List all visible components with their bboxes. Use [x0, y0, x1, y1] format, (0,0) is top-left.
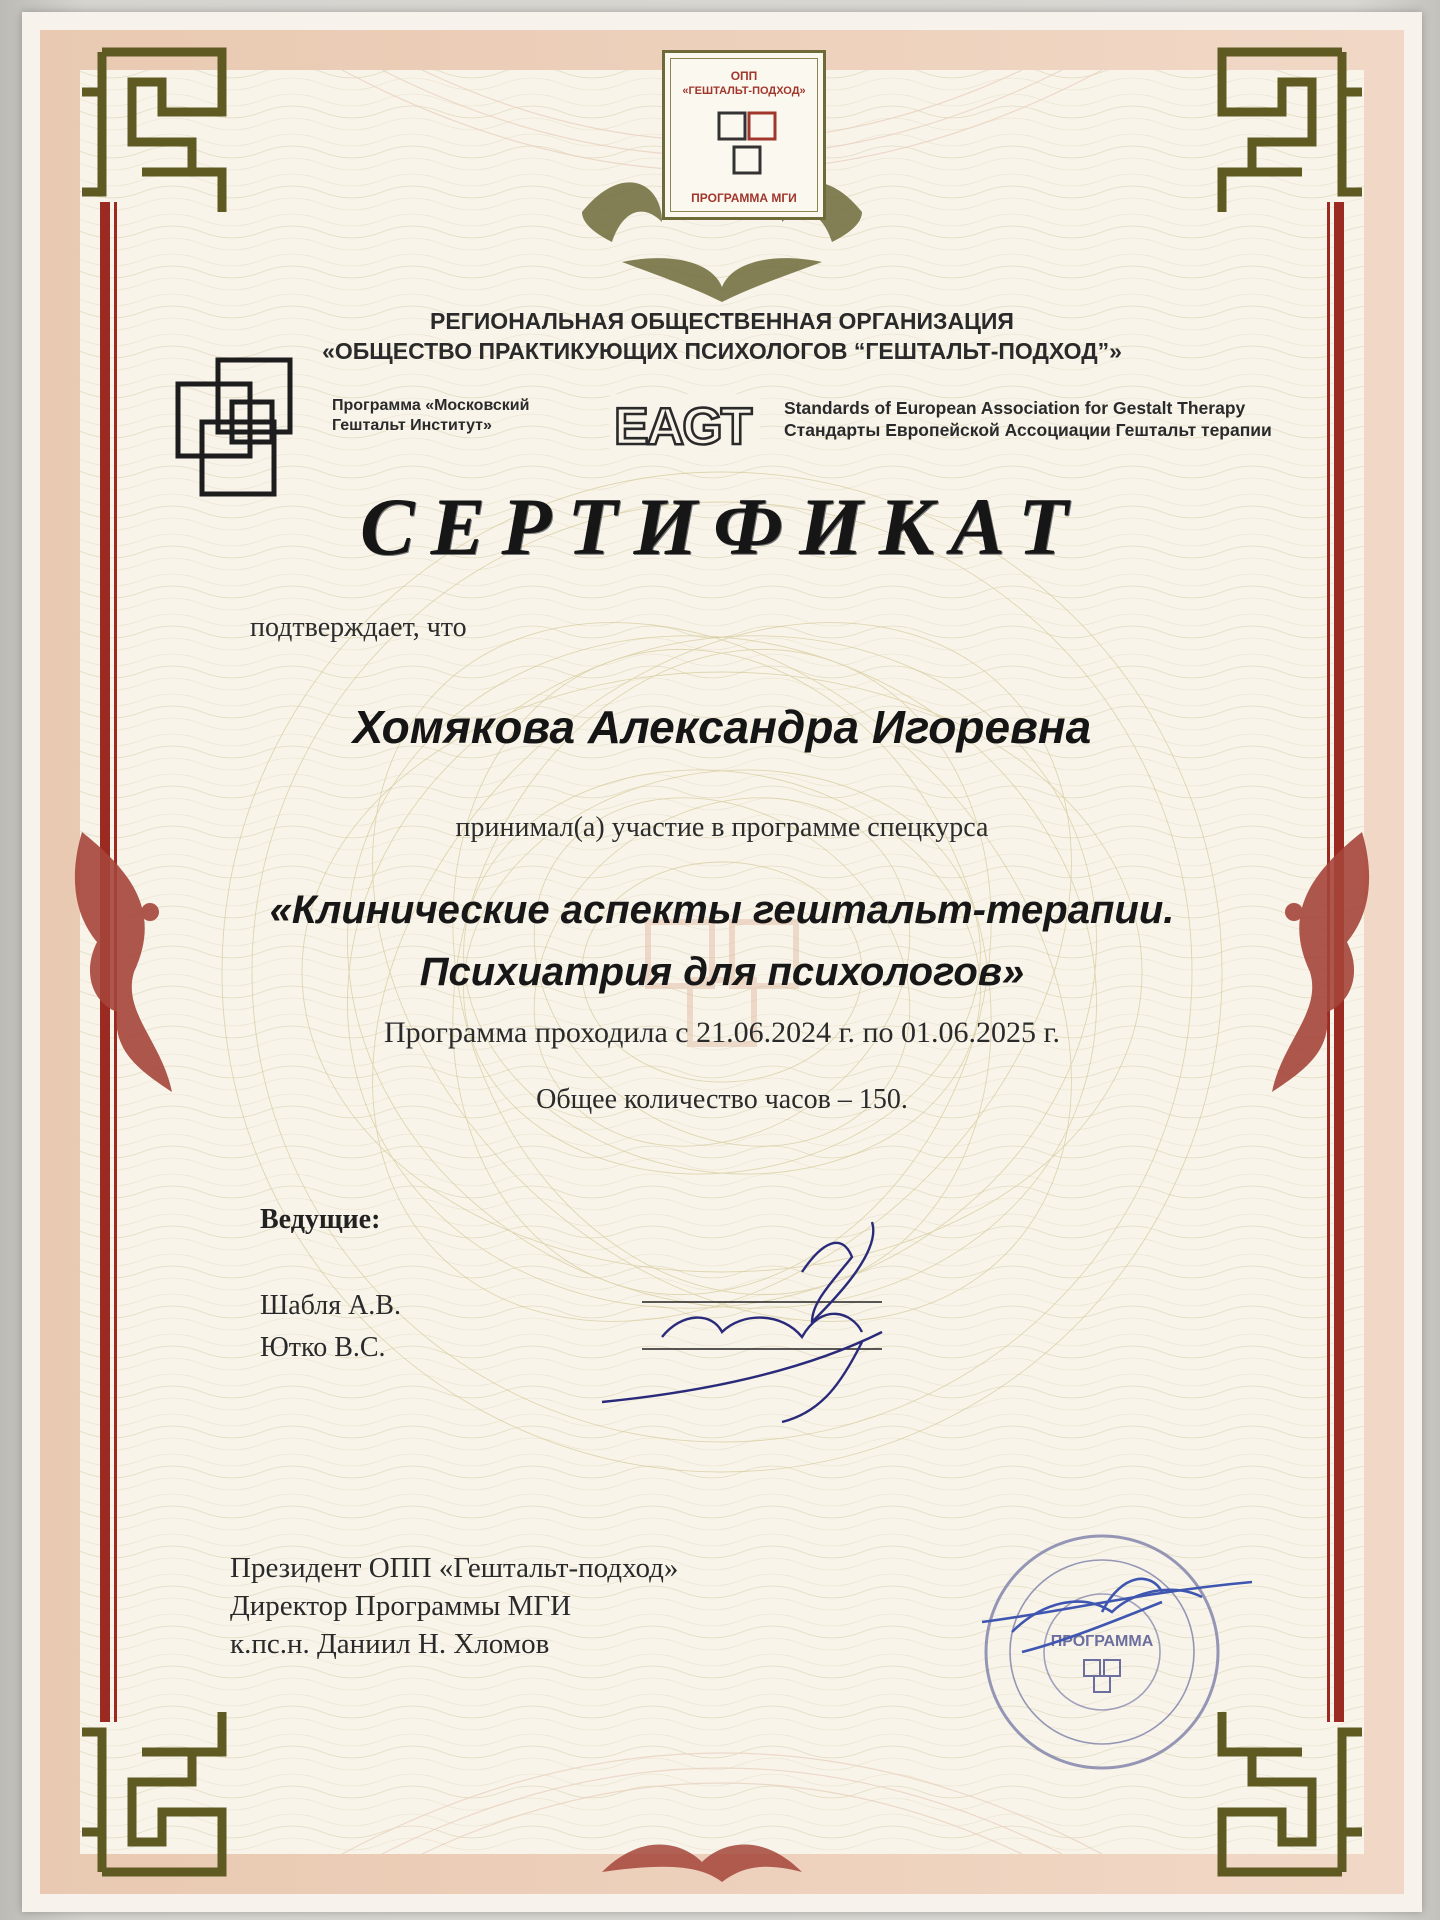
course-title-line2: Психиатрия для психологов» [419, 950, 1025, 994]
logo-line3: ПРОГРАММА МГИ [691, 191, 797, 205]
logo-line2: «ГЕШТАЛЬТ-ПОДХОД» [682, 85, 806, 97]
participation-text: принимал(а) участие в программе спецкурса [455, 812, 989, 843]
mgi-program-line2: Гештальт Институт» [332, 417, 492, 434]
svg-text:EAGT: EAGT [614, 398, 751, 456]
course-title-line1: «Клинические аспекты гештальт-терапии. [269, 888, 1175, 932]
leader-name: Шабля А.В. [260, 1290, 401, 1321]
eagt-logo [610, 394, 760, 456]
mgi-program-line1: Программа «Московский [332, 397, 530, 414]
mgi-program-label [332, 396, 622, 436]
director-title: Директор Программы МГИ [230, 1590, 572, 1622]
confirms-text: подтверждает, что [250, 612, 467, 643]
recipient-name: Хомякова Александра Игоревна [352, 701, 1092, 753]
logo-line1: ОПП [730, 69, 758, 83]
eagt-standards-en: Standards of European Association for Gestalt Therapy [784, 398, 1246, 418]
mgi-mark-icon [717, 111, 777, 181]
svg-text:ПРОГРАММА: ПРОГРАММА [1050, 1633, 1154, 1650]
organization-line1: РЕГИОНАЛЬНАЯ ОБЩЕСТВЕННАЯ ОРГАНИЗАЦИЯ [430, 308, 1014, 334]
president-name: к.пс.н. Даниил Н. Хломов [230, 1628, 550, 1660]
total-hours: Общее количество часов – 150. [536, 1084, 908, 1115]
leader-name: Ютко В.С. [260, 1332, 386, 1363]
leaders-heading: Ведущие: [260, 1204, 381, 1235]
opp-program-logo [662, 50, 826, 220]
certificate-sheet [22, 12, 1422, 1912]
organization-line2: «ОБЩЕСТВО ПРАКТИКУЮЩИХ ПСИХОЛОГОВ “ГЕШТАЛЬТ-ПОДХОД”» [322, 338, 1122, 364]
certificate-title: СЕРТИФИКАТ [359, 481, 1085, 572]
program-dates: Программа проходила с 21.06.2024 г. по 01.06.2025 г. [384, 1016, 1060, 1049]
president-title: Президент ОПП «Гештальт-подход» [230, 1552, 679, 1584]
eagt-standards-ru: Стандарты Европейской Ассоциации Гештальт терапии [784, 420, 1272, 440]
